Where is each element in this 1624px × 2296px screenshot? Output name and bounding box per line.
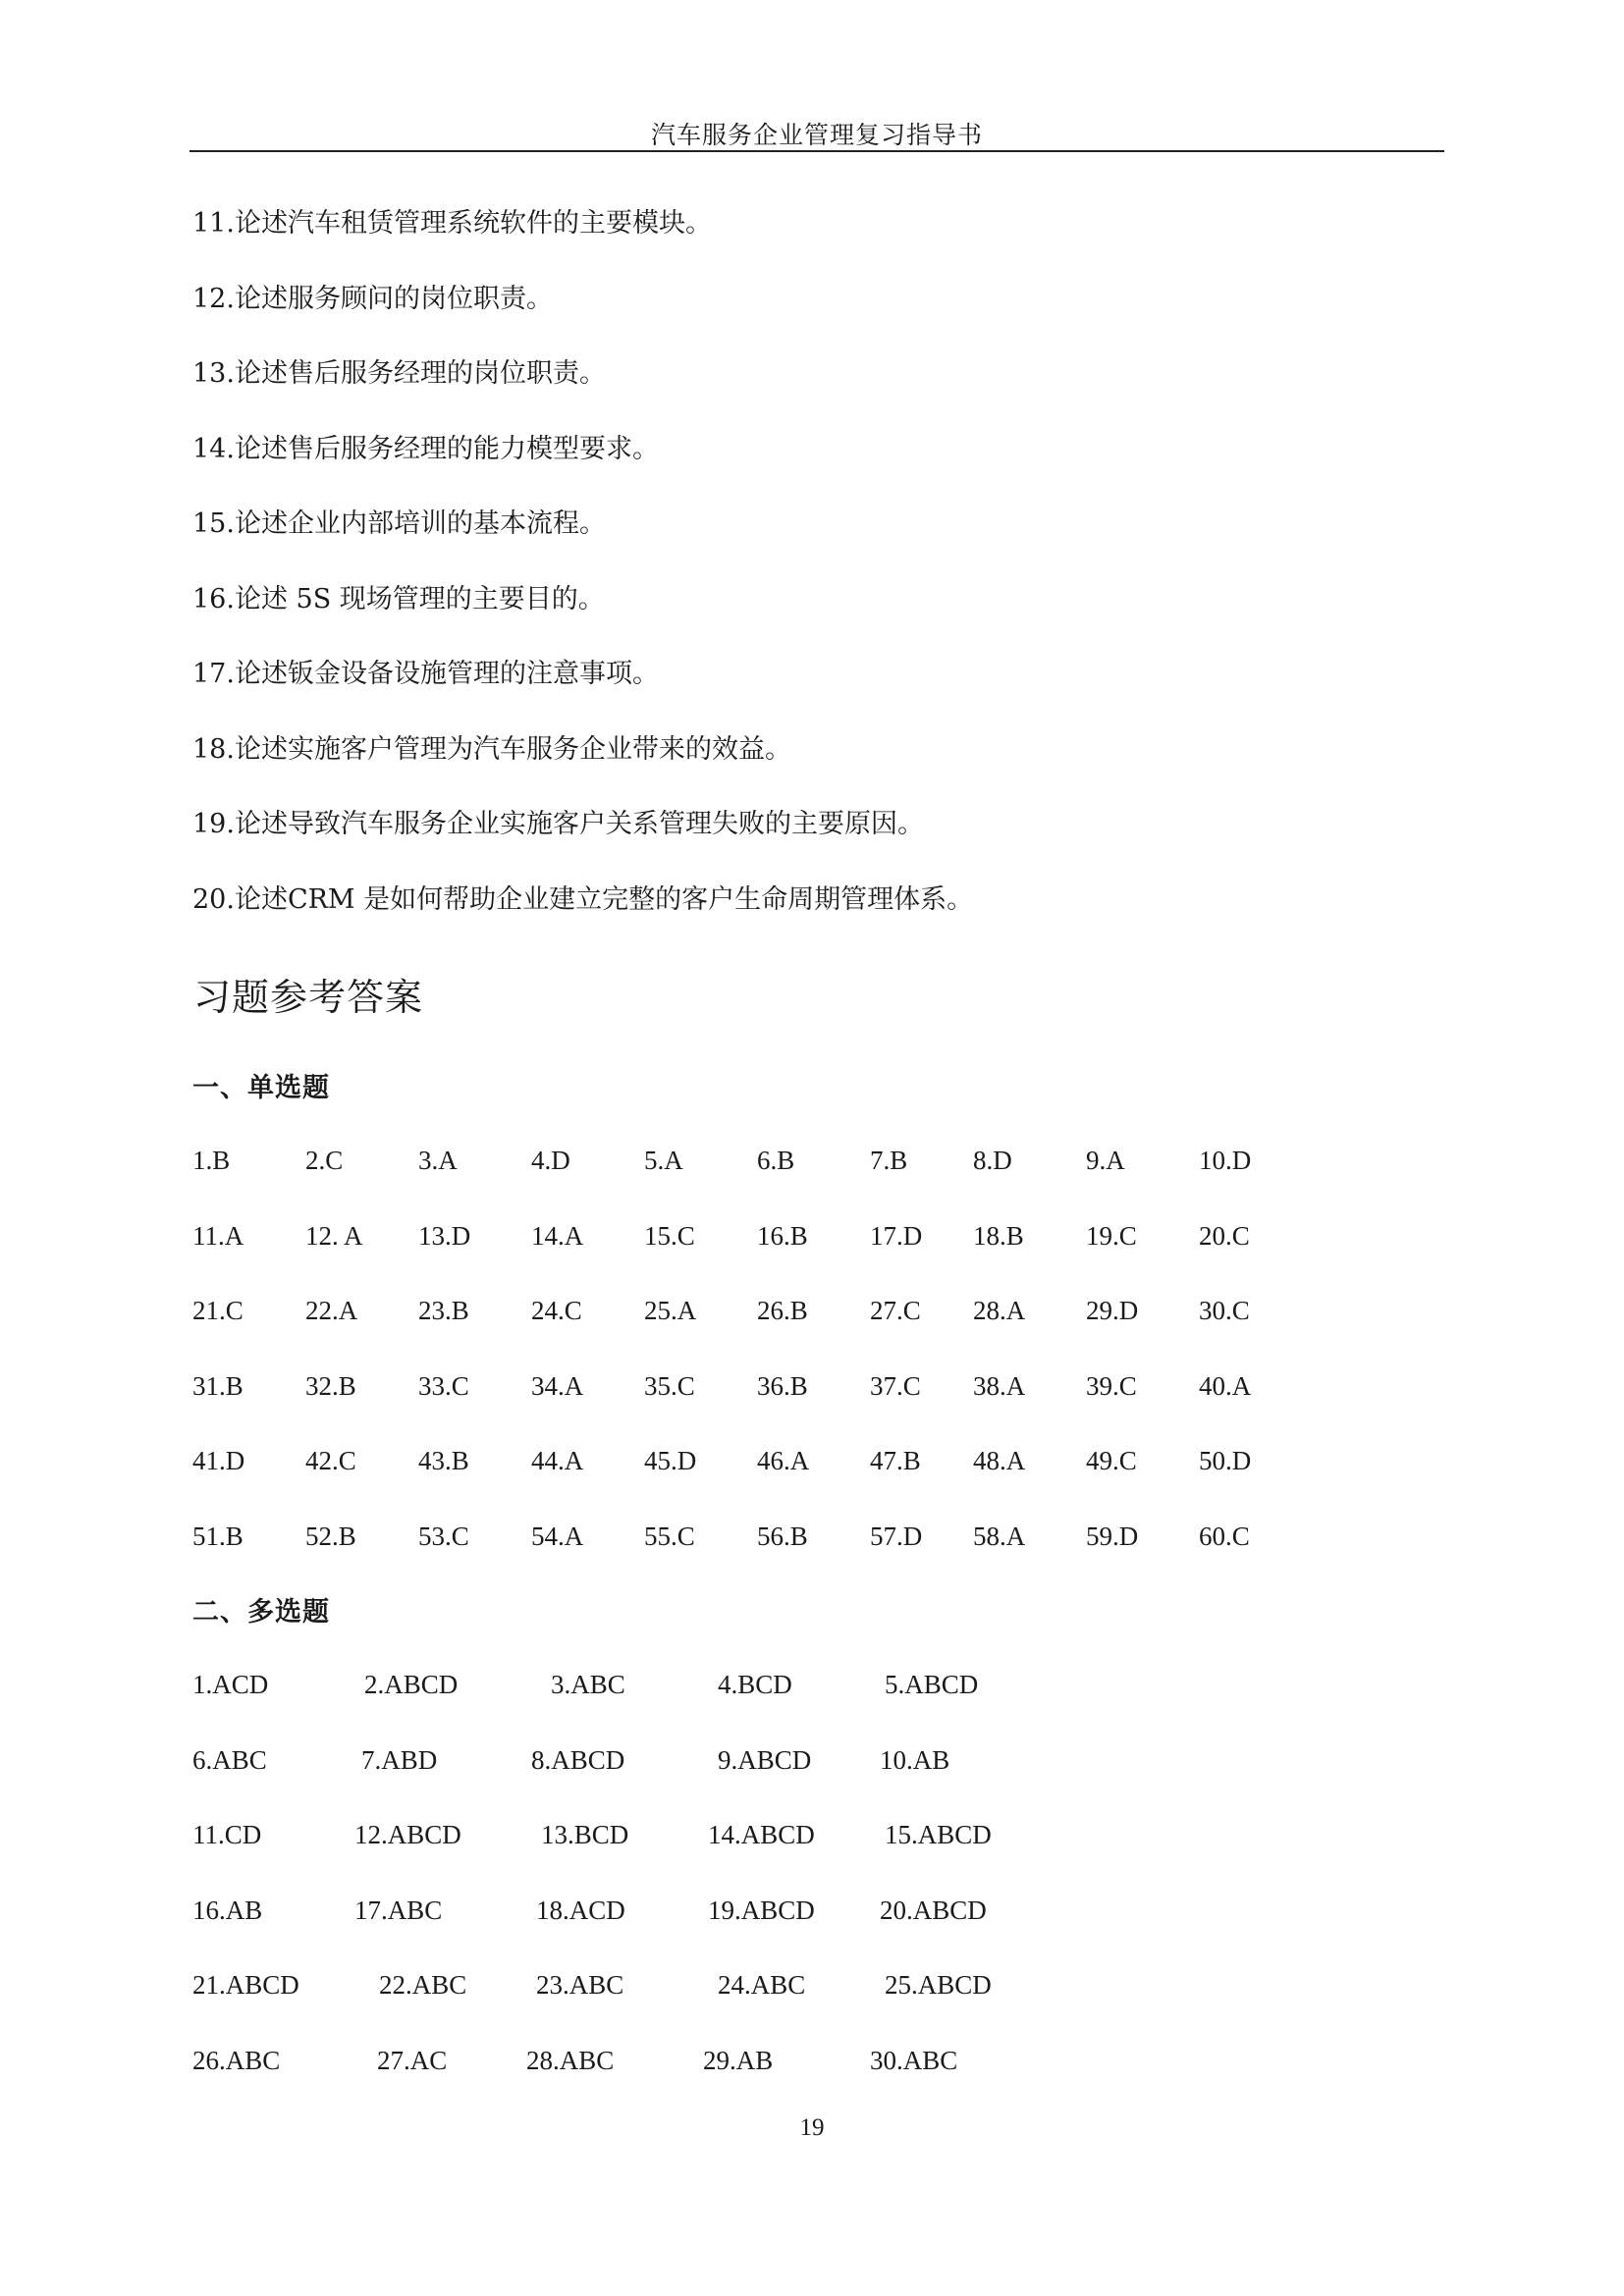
answer-item: 39.C [1086, 1370, 1137, 1401]
answer-item: 54.A [531, 1521, 584, 1551]
answer-item: 21.C [192, 1296, 244, 1325]
answer-item: 27.C [870, 1296, 921, 1325]
running-header: 汽车服务企业管理复习指导书 [650, 121, 983, 149]
answer-item: 10.D [1199, 1146, 1252, 1175]
answer-item: 33.C [418, 1370, 469, 1401]
answer-item: 36.B [757, 1370, 808, 1401]
answer-item: 3.ABC [551, 1670, 625, 1699]
answer-item: 53.C [418, 1521, 469, 1551]
answer-item: 29.D [1086, 1296, 1139, 1325]
answer-item: 4.BCD [718, 1670, 792, 1699]
answer-item: 9.ABCD [718, 1744, 812, 1775]
answer-item: 51.B [192, 1521, 244, 1551]
answer-item: 16.AB [192, 1895, 263, 1925]
answer-item: 8.D [973, 1146, 1012, 1175]
answers-section-title: 习题参考答案 [193, 976, 424, 1019]
answer-item: 40.A [1199, 1370, 1252, 1401]
answer-item: 43.B [418, 1446, 469, 1475]
answer-item: 50.D [1199, 1446, 1252, 1475]
question-item: 20.论述CRM 是如何帮助企业建立完整的客户生命周期管理体系。 [192, 883, 974, 915]
header-rule [189, 150, 1444, 152]
answer-item: 26.ABC [192, 2045, 281, 2075]
answer-item: 5.ABCD [885, 1670, 979, 1699]
question-item: 19.论述导致汽车服务企业实施客户关系管理失败的主要原因。 [192, 809, 924, 839]
answer-item: 11.CD [192, 1820, 262, 1849]
answer-item: 1.ACD [192, 1670, 269, 1699]
question-item: 14.论述售后服务经理的能力模型要求。 [192, 433, 659, 464]
answer-item: 7.ABD [361, 1744, 438, 1775]
answer-item: 23.B [418, 1296, 469, 1325]
question-item: 13.论述售后服务经理的岗位职责。 [192, 358, 606, 389]
answer-item: 2.C [305, 1146, 344, 1175]
question-item: 15.论述企业内部培训的基本流程。 [192, 508, 606, 539]
answer-item: 6.ABC [192, 1744, 267, 1775]
answer-item: 13.D [418, 1220, 471, 1251]
answer-item: 31.B [192, 1370, 244, 1401]
answer-item: 30.ABC [870, 2045, 958, 2075]
answer-item: 19.ABCD [708, 1895, 815, 1925]
question-item: 11.论述汽车租赁管理系统软件的主要模块。 [192, 208, 712, 239]
page-number: 19 [799, 2114, 825, 2141]
answer-item: 2.ABCD [364, 1670, 459, 1699]
answer-item: 20.ABCD [880, 1895, 987, 1925]
answer-item: 18.ACD [536, 1895, 625, 1925]
answer-item: 32.B [305, 1370, 356, 1401]
answer-item: 13.BCD [541, 1820, 629, 1849]
answer-item: 25.ABCD [885, 1970, 992, 2000]
answer-item: 17.D [870, 1220, 923, 1251]
answer-item: 24.ABC [718, 1970, 806, 2000]
answer-item: 16.B [757, 1220, 808, 1251]
answer-item: 3.A [418, 1146, 458, 1175]
multiple-choice-title: 二、多选题 [192, 1597, 330, 1628]
answer-item: 14.A [531, 1220, 584, 1251]
answer-item: 20.C [1199, 1220, 1250, 1251]
answer-item: 10.AB [880, 1744, 950, 1775]
answer-item: 9.A [1086, 1146, 1125, 1175]
answer-item: 35.C [644, 1370, 695, 1401]
answer-item: 4.D [531, 1146, 570, 1175]
answer-item: 12. A [305, 1220, 363, 1251]
answer-item: 1.B [192, 1146, 231, 1175]
answer-item: 52.B [305, 1521, 356, 1551]
answer-item: 12.ABCD [354, 1820, 461, 1849]
answer-item: 5.A [644, 1146, 683, 1175]
answer-item: 18.B [973, 1220, 1024, 1251]
answer-item: 11.A [192, 1220, 244, 1251]
answer-item: 17.ABC [354, 1895, 443, 1925]
question-item: 17.论述钣金设备设施管理的注意事项。 [192, 659, 659, 689]
answer-item: 45.D [644, 1446, 697, 1475]
answer-item: 24.C [531, 1296, 582, 1325]
answer-item: 25.A [644, 1296, 697, 1325]
answer-item: 47.B [870, 1446, 921, 1475]
answer-item: 6.B [757, 1146, 795, 1175]
answer-item: 7.B [870, 1146, 908, 1175]
answer-item: 26.B [757, 1296, 808, 1325]
answer-item: 15.ABCD [885, 1820, 992, 1849]
answer-item: 60.C [1199, 1521, 1250, 1551]
answer-item: 30.C [1199, 1296, 1250, 1325]
answer-item: 57.D [870, 1521, 923, 1551]
answer-item: 29.AB [703, 2045, 774, 2075]
answer-item: 44.A [531, 1446, 584, 1475]
answer-item: 19.C [1086, 1220, 1137, 1251]
answer-item: 42.C [305, 1446, 356, 1475]
answer-item: 22.ABC [379, 1970, 467, 2000]
question-item: 12.论述服务顾问的岗位职责。 [192, 283, 553, 314]
answer-item: 38.A [973, 1370, 1026, 1401]
answer-item: 21.ABCD [192, 1970, 299, 2000]
answer-item: 23.ABC [536, 1970, 624, 2000]
question-list [192, 206, 973, 957]
answer-item: 14.ABCD [708, 1820, 815, 1849]
answer-item: 55.C [644, 1521, 695, 1551]
answer-item: 28.A [973, 1296, 1026, 1325]
answer-item: 56.B [757, 1521, 808, 1551]
question-item: 18.论述实施客户管理为汽车服务企业带来的效益。 [192, 733, 791, 765]
answer-item: 49.C [1086, 1446, 1137, 1475]
answer-item: 58.A [973, 1521, 1026, 1551]
answer-item: 34.A [531, 1370, 584, 1401]
answer-item: 48.A [973, 1446, 1026, 1475]
answer-item: 8.ABCD [531, 1744, 625, 1775]
answer-item: 59.D [1086, 1521, 1139, 1551]
answer-item: 22.A [305, 1296, 358, 1325]
answer-item: 41.D [192, 1446, 245, 1475]
answer-item: 37.C [870, 1370, 921, 1401]
single-choice-title: 一、单选题 [192, 1073, 330, 1103]
answer-item: 27.AC [377, 2045, 448, 2075]
question-item: 16.论述 5S 现场管理的主要目的。 [192, 583, 605, 614]
answer-item: 15.C [644, 1220, 695, 1251]
answer-item: 28.ABC [526, 2045, 615, 2075]
answer-item: 46.A [757, 1446, 810, 1475]
